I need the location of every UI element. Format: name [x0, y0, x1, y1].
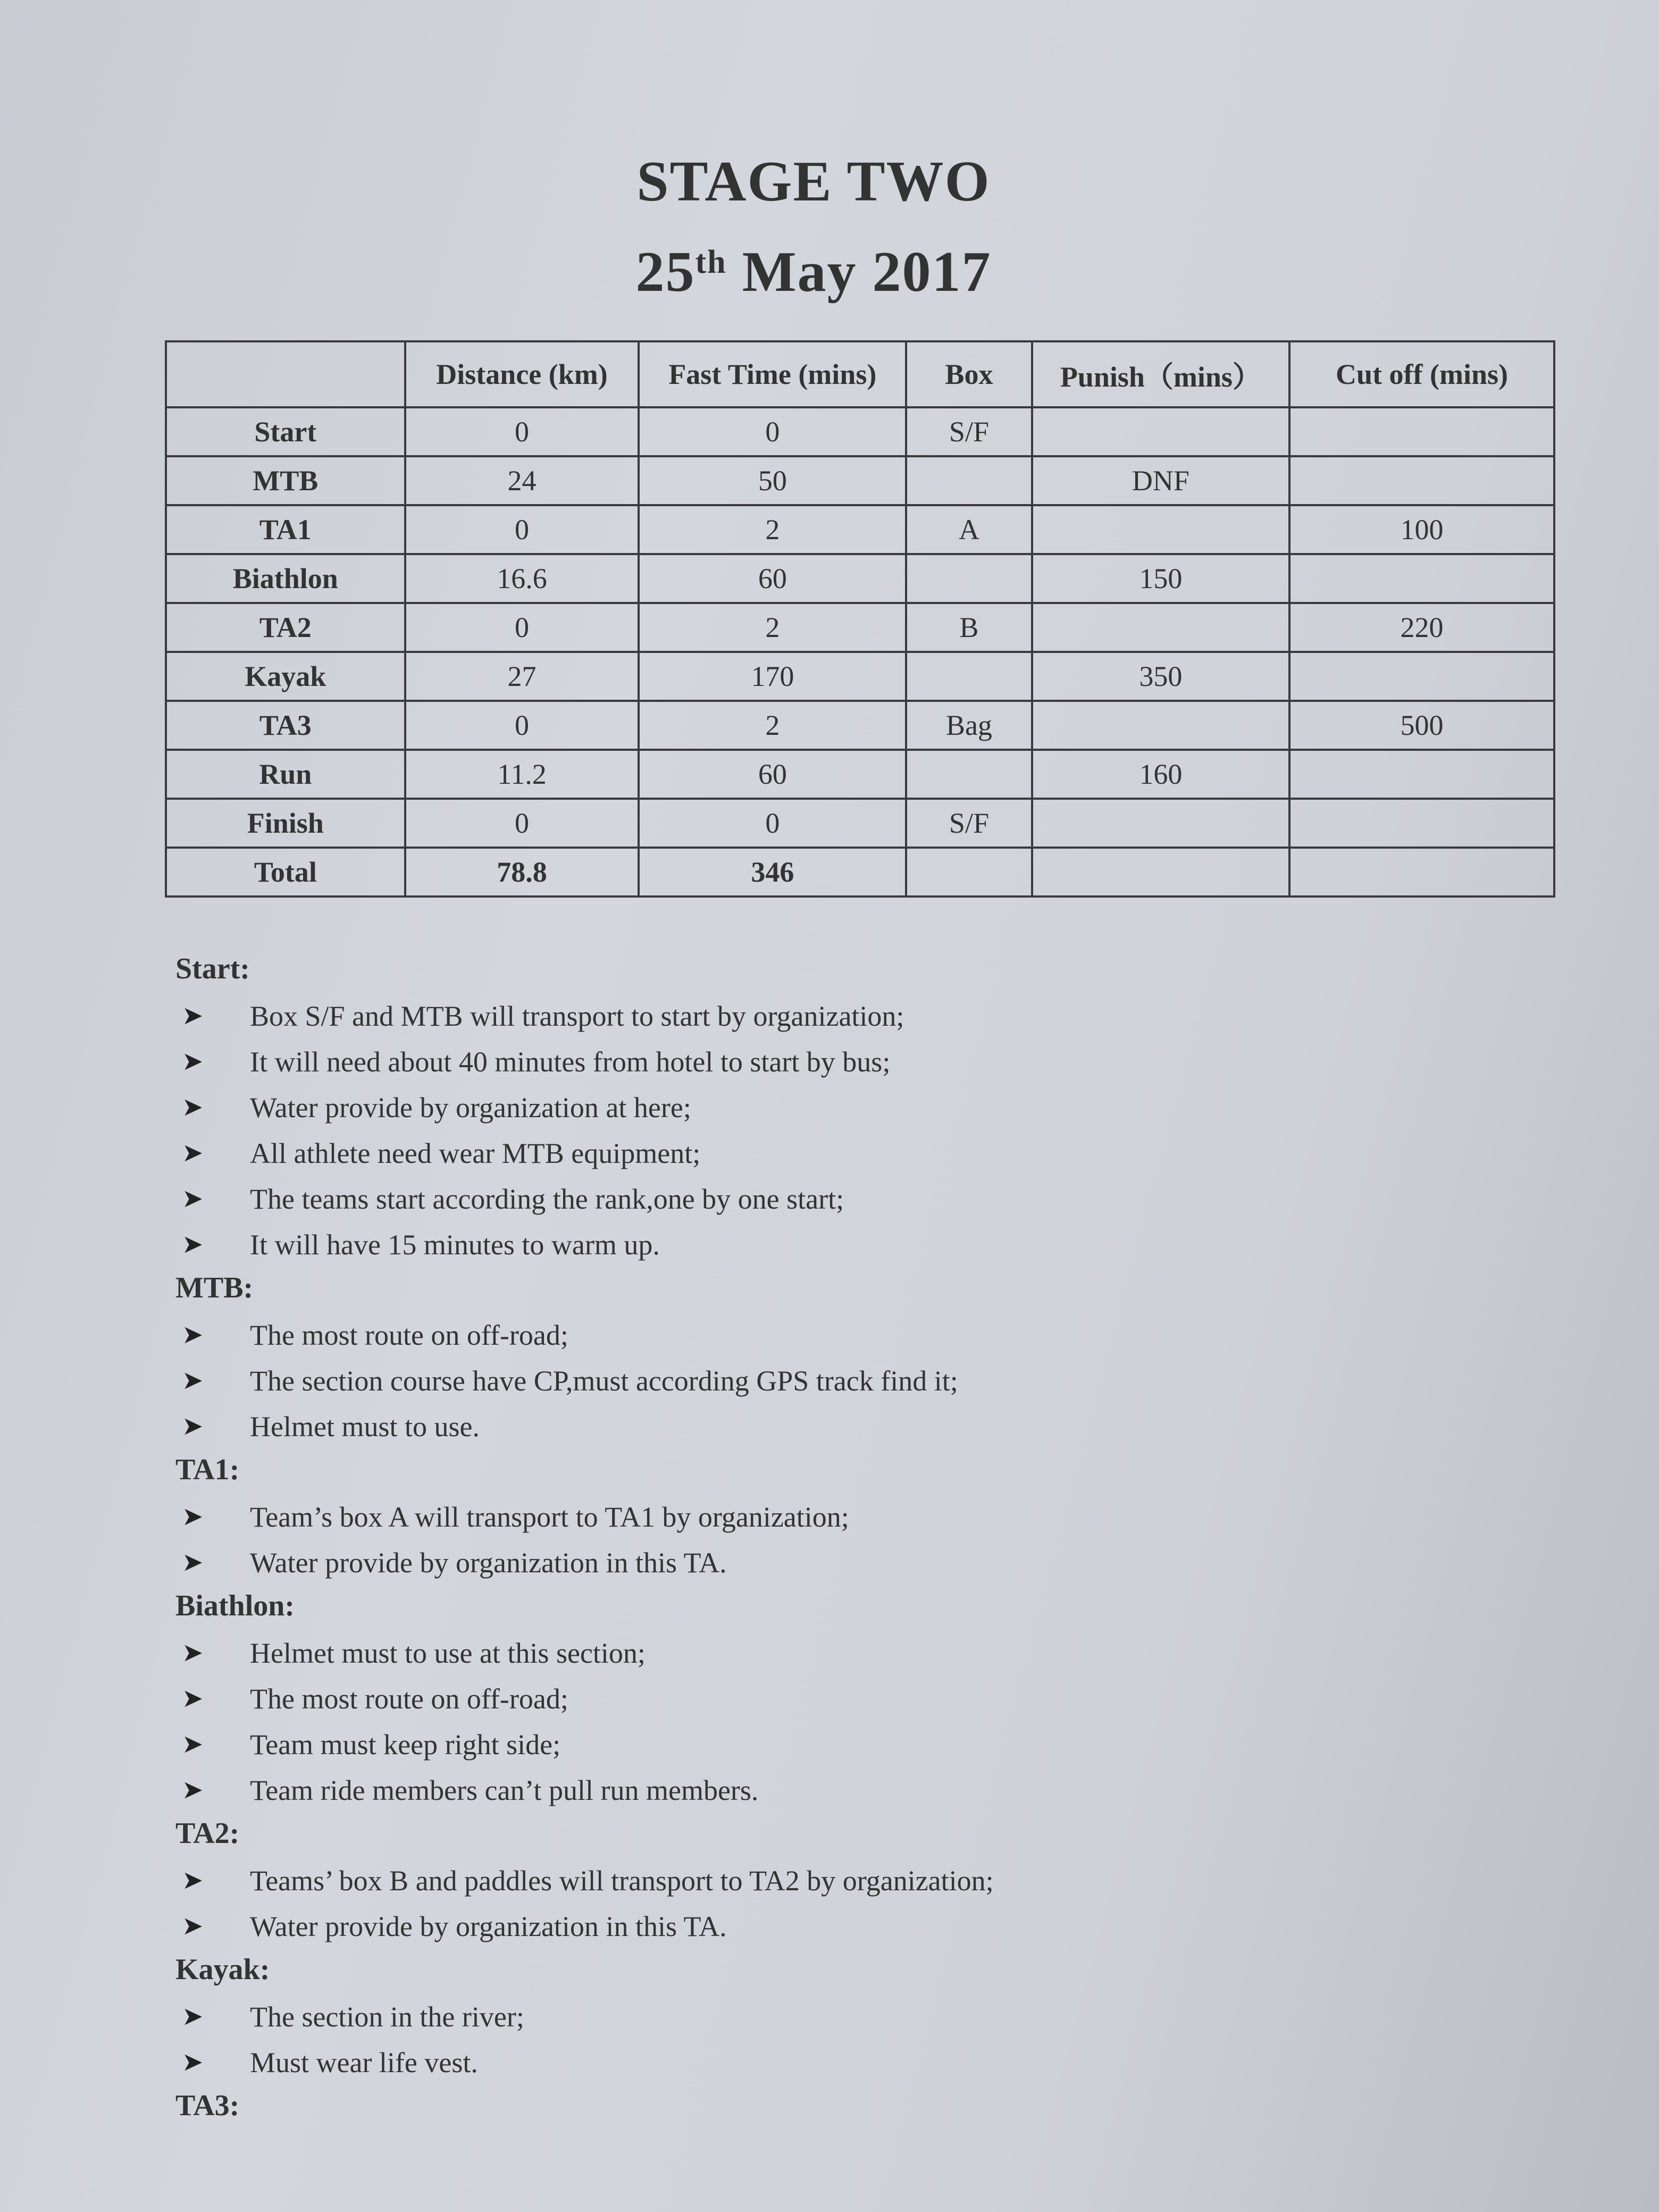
table-header-row	[166, 341, 1554, 407]
cell-fast-time: 60	[639, 554, 906, 603]
arrowhead-bullet-icon: ➤	[182, 1503, 204, 1531]
cell-segment: Finish	[166, 799, 405, 848]
cell-fast-time: 2	[639, 505, 906, 554]
cell-punish: 160	[1032, 750, 1289, 799]
bullet-text: Teams’ box B and paddles will transport to TA2 by organization;	[250, 1865, 994, 1897]
bullet-item	[175, 1312, 1505, 1358]
cell-segment: Start	[166, 407, 405, 456]
date-day: 25	[635, 240, 696, 304]
cell-distance: 0	[405, 799, 639, 848]
arrowhead-bullet-icon: ➤	[182, 1002, 204, 1030]
bullet-item	[175, 1039, 1505, 1085]
cell-distance: 78.8	[405, 848, 639, 896]
cell-cutoff	[1289, 554, 1554, 603]
cell-cutoff	[1289, 848, 1554, 896]
cell-box	[906, 456, 1032, 505]
cell-box: Bag	[906, 701, 1032, 750]
arrowhead-bullet-icon: ➤	[182, 1639, 204, 1667]
date-suffix: th	[695, 244, 727, 280]
table-row	[166, 407, 1554, 456]
cell-box: A	[906, 505, 1032, 554]
bullet-item	[175, 993, 1505, 1039]
section-heading: TA1:	[175, 1453, 240, 1486]
cell-distance: 0	[405, 603, 639, 652]
arrowhead-bullet-icon: ➤	[182, 1367, 204, 1395]
cell-punish	[1032, 799, 1289, 848]
bullet-text: Water provide by organization in this TA.	[250, 1547, 727, 1579]
notes-section	[175, 2089, 1505, 2123]
table-row	[166, 750, 1554, 799]
cell-punish	[1032, 701, 1289, 750]
bullet-text: It will have 15 minutes to warm up.	[250, 1229, 660, 1261]
bullet-text: It will need about 40 minutes from hotel to start by bus;	[250, 1046, 891, 1078]
bullet-item	[175, 1858, 1505, 1904]
header-cell-distance: Distance (km)	[405, 341, 639, 407]
cell-punish: DNF	[1032, 456, 1289, 505]
cell-distance: 0	[405, 701, 639, 750]
arrowhead-bullet-icon: ➤	[182, 2002, 204, 2031]
bullet-text: Team’s box A will transport to TA1 by organization;	[250, 1501, 849, 1533]
cell-fast-time: 50	[639, 456, 906, 505]
bullet-text: Water provide by organization at here;	[250, 1092, 691, 1124]
notes-section	[175, 1271, 1505, 1449]
cell-distance: 16.6	[405, 554, 639, 603]
bullet-text: The most route on off-road;	[250, 1683, 568, 1715]
table-row	[166, 505, 1554, 554]
section-heading: TA2:	[175, 1817, 240, 1850]
table-total-row	[166, 848, 1554, 896]
cell-fast-time: 0	[639, 407, 906, 456]
cell-segment: TA2	[166, 603, 405, 652]
section-heading: MTB:	[175, 1271, 254, 1304]
cell-segment: TA1	[166, 505, 405, 554]
cell-segment: Run	[166, 750, 405, 799]
cell-distance: 11.2	[405, 750, 639, 799]
cell-box	[906, 554, 1032, 603]
cell-fast-time: 346	[639, 848, 906, 896]
arrowhead-bullet-icon: ➤	[182, 1548, 204, 1577]
table-row	[166, 652, 1554, 701]
arrowhead-bullet-icon: ➤	[182, 1912, 204, 1940]
section-heading: Biathlon:	[175, 1589, 295, 1622]
stage-schedule-table	[165, 340, 1555, 898]
bullet-item	[175, 1630, 1505, 1676]
cell-punish	[1032, 505, 1289, 554]
bullet-item	[175, 1540, 1505, 1586]
arrowhead-bullet-icon: ➤	[182, 1048, 204, 1076]
bullet-text: The section course have CP,must according GPS track find it;	[250, 1365, 958, 1397]
cell-segment: TA3	[166, 701, 405, 750]
cell-segment: MTB	[166, 456, 405, 505]
bullet-item	[175, 1767, 1505, 1813]
stage-notes	[175, 952, 1505, 2130]
cell-segment: Kayak	[166, 652, 405, 701]
cell-box: B	[906, 603, 1032, 652]
cell-punish: 150	[1032, 554, 1289, 603]
arrowhead-bullet-icon: ➤	[182, 1093, 204, 1121]
bullet-item	[175, 1130, 1505, 1176]
arrowhead-bullet-icon: ➤	[182, 1730, 204, 1758]
bullet-item	[175, 2040, 1505, 2085]
notes-section	[175, 952, 1505, 1268]
cell-distance: 0	[405, 505, 639, 554]
bullet-item	[175, 1358, 1505, 1404]
table-row	[166, 799, 1554, 848]
stage-date	[0, 239, 1627, 305]
cell-cutoff	[1289, 799, 1554, 848]
bullet-text: Team ride members can’t pull run members.	[250, 1774, 759, 1806]
cell-distance: 27	[405, 652, 639, 701]
notes-section	[175, 1589, 1505, 1813]
arrowhead-bullet-icon: ➤	[182, 1230, 204, 1259]
cell-box	[906, 848, 1032, 896]
bullet-text: Water provide by organization in this TA.	[250, 1911, 727, 1942]
arrowhead-bullet-icon: ➤	[182, 1685, 204, 1713]
cell-fast-time: 170	[639, 652, 906, 701]
bullet-item	[175, 1994, 1505, 2040]
bullet-text: Must wear life vest.	[250, 2047, 478, 2079]
bullet-item	[175, 1222, 1505, 1268]
bullet-item	[175, 1404, 1505, 1449]
table-row	[166, 603, 1554, 652]
cell-cutoff: 500	[1289, 701, 1554, 750]
bullet-item	[175, 1494, 1505, 1540]
arrowhead-bullet-icon: ➤	[182, 1139, 204, 1167]
cell-fast-time: 0	[639, 799, 906, 848]
arrowhead-bullet-icon: ➤	[182, 1185, 204, 1213]
cell-segment: Biathlon	[166, 554, 405, 603]
cell-fast-time: 2	[639, 701, 906, 750]
bullet-text: The most route on off-road;	[250, 1319, 568, 1351]
notes-section	[175, 1953, 1505, 2085]
cell-distance: 0	[405, 407, 639, 456]
cell-segment: Total	[166, 848, 405, 896]
cell-box: S/F	[906, 407, 1032, 456]
cell-box: S/F	[906, 799, 1032, 848]
cell-punish	[1032, 603, 1289, 652]
header-cell-fast-time: Fast Time (mins)	[639, 341, 906, 407]
date-month-year: May 2017	[742, 240, 992, 304]
cell-cutoff: 100	[1289, 505, 1554, 554]
table-row	[166, 554, 1554, 603]
arrowhead-bullet-icon: ➤	[182, 1866, 204, 1895]
section-heading: Kayak:	[175, 1953, 270, 1986]
bullet-text: Box S/F and MTB will transport to start by organization;	[250, 1000, 904, 1032]
header-cell-box: Box	[906, 341, 1032, 407]
cell-cutoff	[1289, 456, 1554, 505]
cell-distance: 24	[405, 456, 639, 505]
bullet-item	[175, 1085, 1505, 1130]
header-cell-blank	[166, 341, 405, 407]
section-heading: TA3:	[175, 2089, 240, 2122]
section-heading: Start:	[175, 952, 250, 985]
header-cell-cutoff: Cut off (mins)	[1289, 341, 1554, 407]
header-cell-punish: Punish（mins）	[1032, 341, 1289, 407]
notes-section	[175, 1816, 1505, 1949]
bullet-text: All athlete need wear MTB equipment;	[250, 1137, 701, 1169]
table-row	[166, 701, 1554, 750]
table-row	[166, 456, 1554, 505]
cell-cutoff	[1289, 652, 1554, 701]
cell-fast-time: 60	[639, 750, 906, 799]
bullet-text: The section in the river;	[250, 2001, 524, 2033]
arrowhead-bullet-icon: ➤	[182, 2048, 204, 2076]
cell-punish: 350	[1032, 652, 1289, 701]
cell-box	[906, 652, 1032, 701]
arrowhead-bullet-icon: ➤	[182, 1776, 204, 1804]
table-body	[166, 407, 1554, 896]
cell-cutoff: 220	[1289, 603, 1554, 652]
stage-title: STAGE TWO	[636, 150, 991, 213]
arrowhead-bullet-icon: ➤	[182, 1412, 204, 1440]
bullet-item	[175, 1722, 1505, 1767]
bullet-text: Helmet must to use.	[250, 1411, 480, 1443]
cell-box	[906, 750, 1032, 799]
arrowhead-bullet-icon: ➤	[182, 1321, 204, 1349]
bullet-text: The teams start according the rank,one by one start;	[250, 1183, 844, 1215]
notes-section	[175, 1453, 1505, 1586]
cell-cutoff	[1289, 750, 1554, 799]
bullet-item	[175, 1176, 1505, 1222]
bullet-text: Helmet must to use at this section;	[250, 1637, 646, 1669]
bullet-text: Team must keep right side;	[250, 1729, 561, 1761]
bullet-item	[175, 1904, 1505, 1949]
cell-punish	[1032, 848, 1289, 896]
bullet-item	[175, 1676, 1505, 1722]
cell-cutoff	[1289, 407, 1554, 456]
cell-fast-time: 2	[639, 603, 906, 652]
cell-punish	[1032, 407, 1289, 456]
